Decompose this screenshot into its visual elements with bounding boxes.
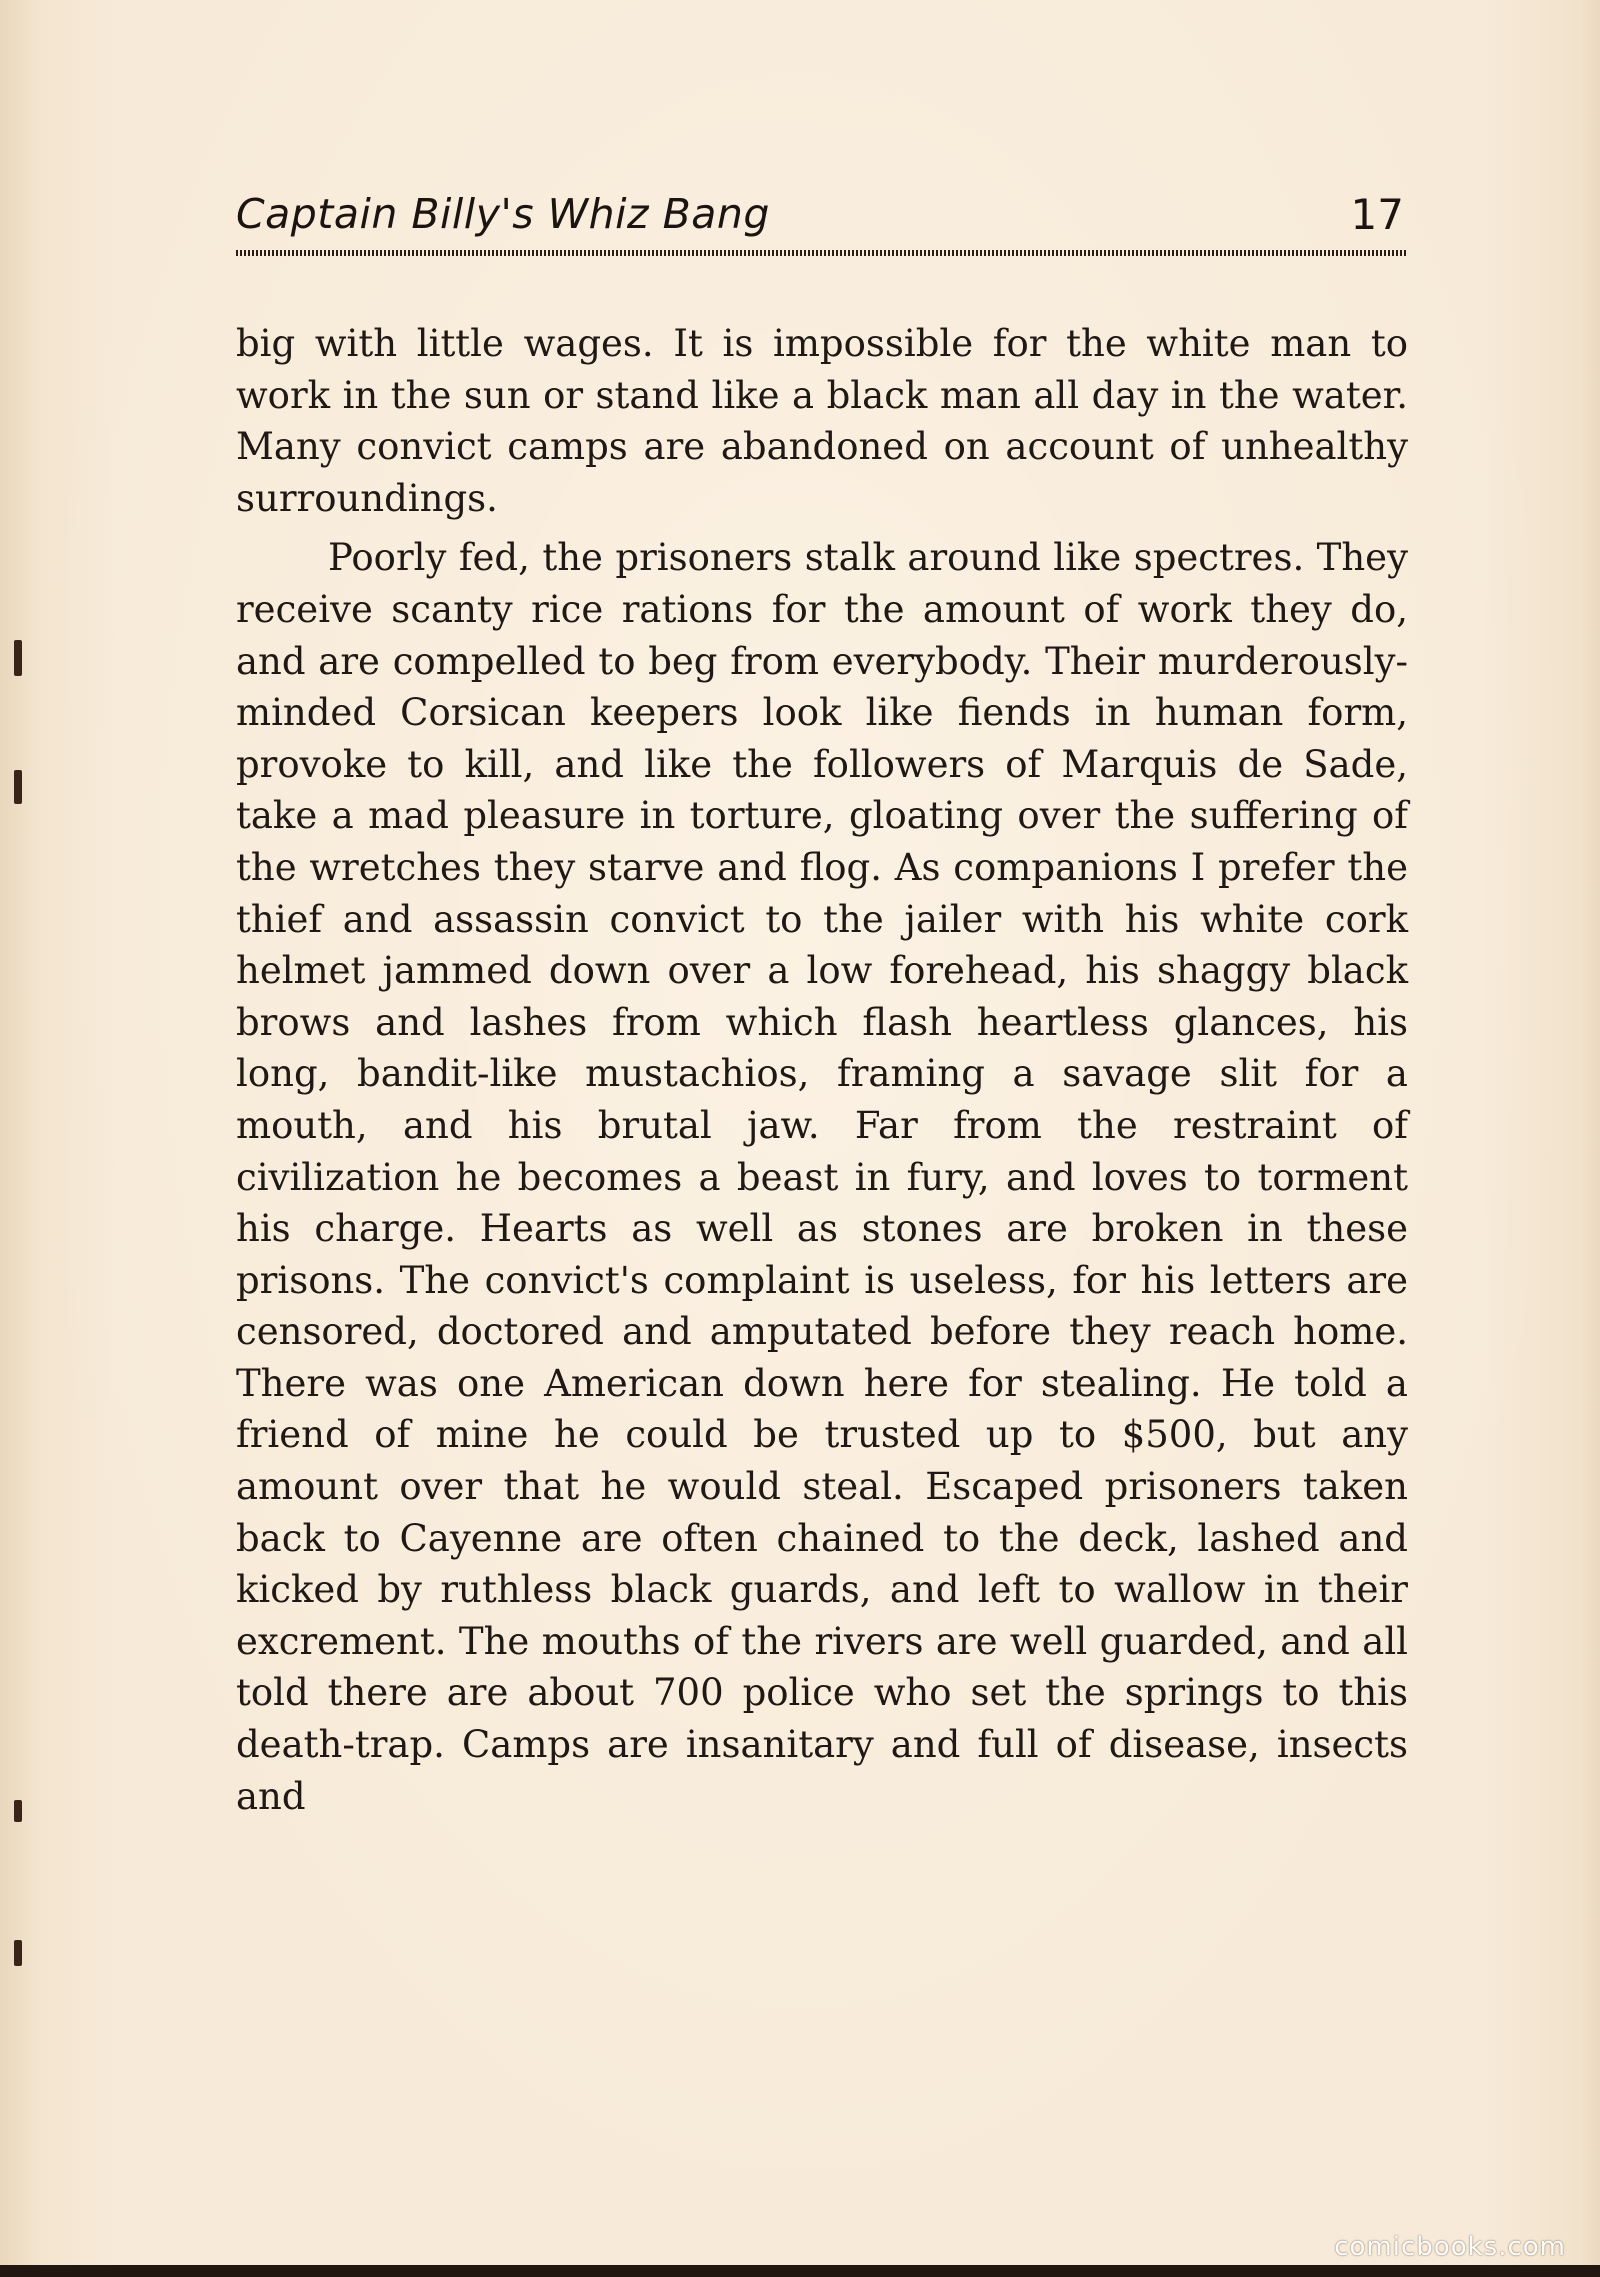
article-body	[236, 318, 1408, 1822]
spine-binding-mark	[14, 1940, 22, 1966]
spine-binding-mark	[14, 1800, 22, 1822]
spine-binding-mark	[14, 640, 22, 676]
page-number: 17	[1350, 190, 1404, 239]
header-rule	[236, 250, 1408, 256]
paragraph: Poorly fed, the prisoners stalk around like spectres. They receive scanty rice rations for the amount of work they do, and are compelled to beg from everybody. Their murderously-minded Corsican keepers look like fiends in human form, provoke to kill, and like the followers of Marquis de Sade, take a mad pleasure in torture, gloating over the suffering of the wretches they starve and flog. As companions I prefer the thief and assassin convict to the jailer with his white cork helmet jammed down over a low forehead, his shaggy black brows and lashes from which flash heartless glances, his long, bandit-like mustachios, framing a savage slit for a mouth, and his brutal jaw. Far from the restraint of civilization he becomes a beast in fury, and loves to torment his charge. Hearts as well as stones are broken in these prisons. The convict's complaint is useless, for his letters are censored, doctored and amputated before they reach home. There was one American down here for stealing. He told a friend of mine he could be trusted up to $500, but any amount over that he would steal. Escaped prisoners taken back to Cayenne are often chained to the deck, lashed and kicked by ruthless black guards, and left to wallow in their excrement. The mouths of the rivers are well guarded, and all told there are about 700 police who set the springs to this death-trap. Camps are insanitary and full of disease, insects and	[236, 536, 1408, 1818]
running-title: Captain Billy's Whiz Bang	[236, 190, 770, 238]
watermark: comicbooks.com	[1334, 2232, 1566, 2262]
paragraph: big with little wages. It is impossible for the white man to work in the sun or stand like a black man all day in the water. Many convict camps are abandoned on account of unhealthy surroundings.	[236, 322, 1408, 520]
spine-binding-mark	[14, 770, 22, 804]
page-bottom-edge	[0, 2265, 1600, 2277]
page-header	[236, 190, 1408, 250]
